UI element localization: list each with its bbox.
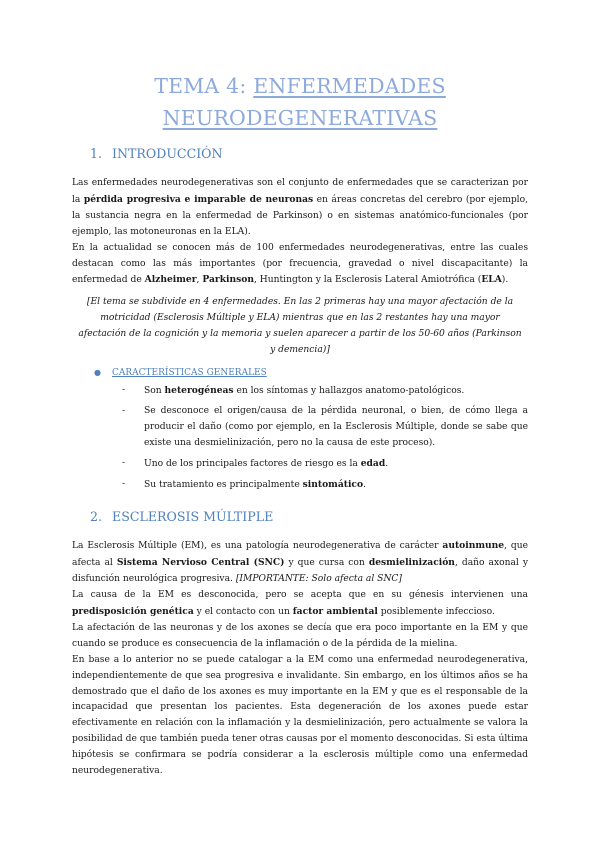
document-title xyxy=(72,70,528,134)
intro-paragraph-2: En la actualidad se conocen más de 100 enfermedades neurodegenerativas, entre las cuales destacan como las más importantes (por frecuencia, gravedad o nivel discapacitante) la enfermedad de Alzheimer, Parkinson, Huntington y la Esclerosis Lateral Amiotrófica (ELA). xyxy=(72,242,528,286)
title-underlined-word-1: ENFERMEDADES xyxy=(253,74,446,98)
bold-term: sintomático xyxy=(302,478,364,490)
bullet-heading-label: CARACTERÍSTICAS GENERALES xyxy=(112,367,267,378)
list-item: - Uno de los principales factores de riesgo es la edad. xyxy=(122,456,528,473)
section-number: 2. xyxy=(90,509,103,525)
important-note: [IMPORTANTE: Solo afecta al SNC] xyxy=(235,574,402,585)
list-item: - Su tratamiento es principalmente sintomático. xyxy=(122,477,528,494)
em-paragraph-2: La causa de la EM es desconocida, pero se acepta que en su génesis intervienen una predisposición genética y el contacto con un factor ambiental posiblemente infeccioso. xyxy=(72,590,528,618)
title-line-2 xyxy=(72,102,528,134)
bold-term: pérdida progresiva e imparable de neuronas xyxy=(83,193,314,205)
characteristics-list xyxy=(122,383,528,493)
section-heading-introduccion: 1. INTRODUCCIÓN xyxy=(90,146,223,161)
title-line-1: TEMA 4: ENFERMEDADES xyxy=(154,74,446,98)
dash-icon: - xyxy=(122,405,126,416)
bold-term: ELA xyxy=(481,274,502,286)
dash-icon: - xyxy=(122,384,126,395)
title-underlined-word-2: NEURODEGENERATIVAS xyxy=(162,106,438,130)
bold-term: heterogéneas xyxy=(164,384,234,396)
section-heading-esclerosis-multiple: 2. ESCLEROSIS MÚLTIPLE xyxy=(90,509,274,525)
bold-term: factor ambiental xyxy=(292,606,378,618)
section-number: 1. xyxy=(90,146,103,161)
bold-term: Parkinson xyxy=(202,274,254,286)
bold-term: autoinmune xyxy=(442,540,505,552)
bold-term: Sistema Nervioso Central (SNC) xyxy=(116,557,285,569)
dash-icon: - xyxy=(122,457,126,468)
em-paragraph-4: En base a lo anterior no se puede catalogar a la EM como una enfermedad neurodegenerativa, independientemente de que sea progresiva e invalidante. Sin embargo, en los últimos años se ha demostrado que el daño de los axones es muy importante en la EM y que es el responsable de la incapacidad que presentan los pacientes. Esta degeneración de los axones puede estar efectivamente en relación con la inflamación y la desmielinización, pero actualmente se valora la posibilidad de que también pueda tener otras causas por el momento desconocidas. Si esta última hipótesis se confirmara se podría considerar a la esclerosis múltiple como una enfermedad neurodegenerativa. xyxy=(72,654,528,777)
list-item: - Son heterogéneas en los síntomas y hallazgos anatomo-patológicos. xyxy=(122,383,528,400)
bold-term: edad xyxy=(360,457,386,469)
dash-icon: - xyxy=(122,478,126,489)
intro-paragraph-1: Las enfermedades neurodegenerativas son el conjunto de enfermedades que se caracterizan por la pérdida progresiva e imparable de neuronas en áreas concretas del cerebro (por ejemplo, la sustancia negra en la enfermedad de Parkinson) o en sistemas anatómico-funcionales (por ejemplo, las motoneuronas en la ELA). xyxy=(72,178,528,237)
intro-italic-note: [El tema se subdivide en 4 enfermedades. En las 2 primeras hay una mayor afectación de la motricidad (Esclerosis Múltiple y ELA) mientras que en las 2 restantes hay una mayor afectación de la cognición y la memoria y suelen aparecer a partir de los 50-60 años (Parkinson y demencia)] xyxy=(78,297,522,356)
bullet-dot-icon: ● xyxy=(94,367,101,377)
bold-term: desmielinización xyxy=(368,557,455,569)
bullet-caracteristicas-generales xyxy=(94,365,528,381)
bold-term: predisposición genética xyxy=(72,606,194,618)
em-paragraph-1: La Esclerosis Múltiple (EM), es una patología neurodegenerativa de carácter autoinmune, que afecta al Sistema Nervioso Central (SNC) y que cursa con desmielinización, daño axonal y disfunción neurológica progresiva. [IMPORTANTE: Solo afecta al SNC] xyxy=(72,540,529,585)
em-paragraph-3: La afectación de las neuronas y de los axones se decía que era poco importante en la EM y que cuando se produce es consecuencia de la inflamación o de la pérdida de la mielina. xyxy=(72,622,528,649)
list-item: - Se desconoce el origen/causa de la pérdida neuronal, o bien, de cómo llega a producir el daño (como por ejemplo, en la Esclerosis Múltiple, donde se sabe que existe una desmielinización, pero no la causa de este proceso). xyxy=(122,405,528,448)
document-page xyxy=(72,70,528,780)
bold-term: Alzheimer xyxy=(144,274,197,286)
